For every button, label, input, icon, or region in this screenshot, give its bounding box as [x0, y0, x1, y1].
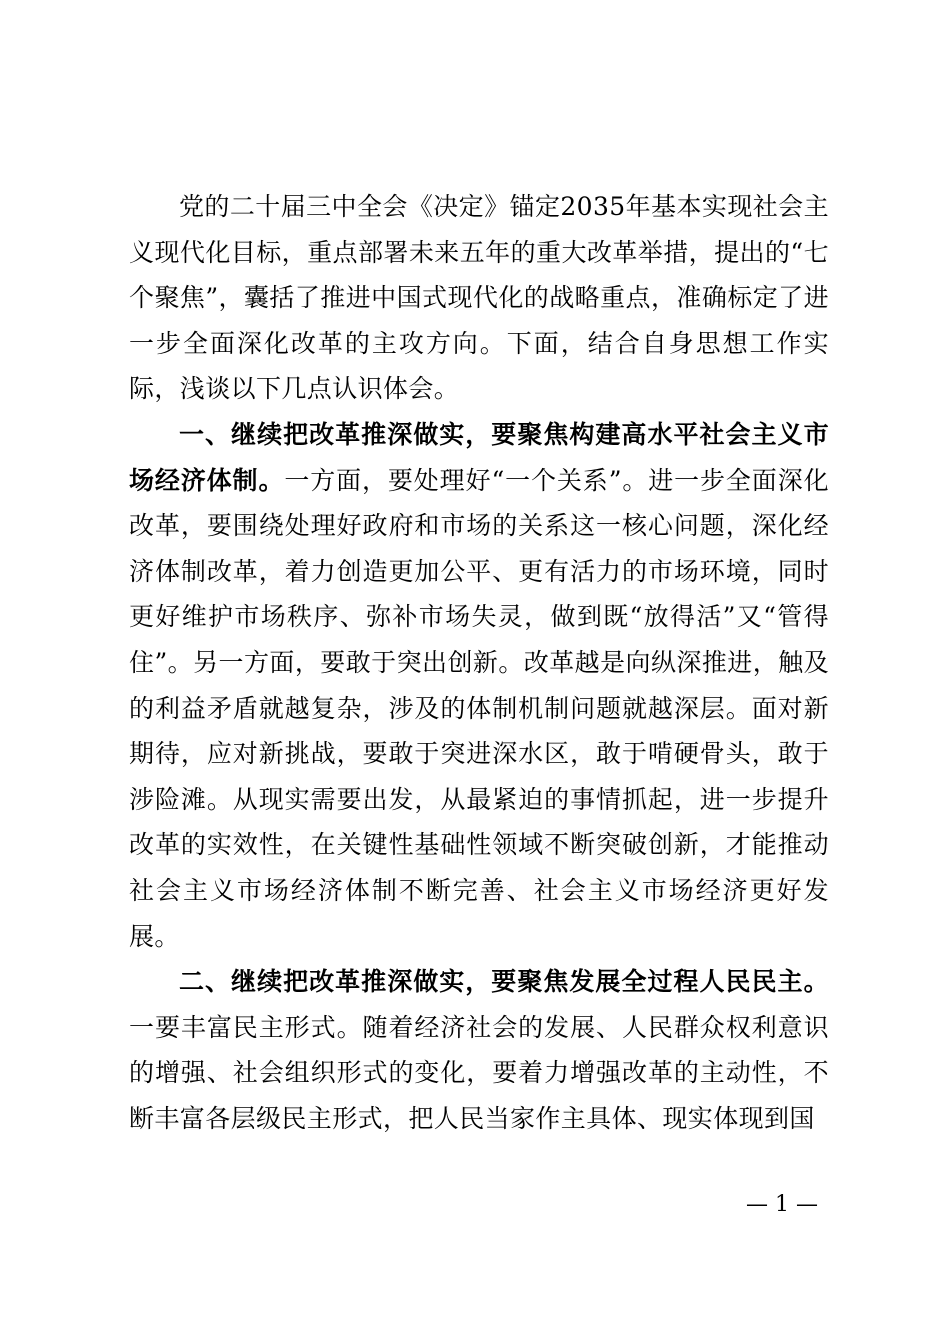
section-1-text: 一方面，要处理好“一个关系”。进一步全面深化改革，要围绕处理好政府和市场的关系这一核心问题，深化经济体制改革，着力创造更加公平、更有活力的市场环境，同时更好维护市场秩序、弥补市场失灵，做到既“放得活”又“管得住”。另一方面，要敢于突出创新。改革越是向纵深推进，触及的利益矛盾就越复杂，涉及的体制机制问题就越深层。面对新期待，应对新挑战，要敢于突进深水区，敢于啃硬骨头，敢于涉险滩。从现实需要出发，从最紧迫的事情抓起，进一步提升改革的实效性，在关键性基础性领域不断突破创新，才能推动社会主义市场经济体制不断完善、社会主义市场经济更好发展。 — [129, 465, 829, 951]
paragraph-text: 党的二十届三中全会《决定》锚定2035年基本实现社会主义现代化目标，重点部署未来五年的重大改革举措，提出的“七个聚焦”，囊括了推进中国式现代化的战略重点，准确标定了进一步全面深化改革的主攻方向。下面，结合自身思想工作实际，浅谈以下几点认识体会。 — [129, 192, 829, 404]
section-2-text: 一要丰富民主形式。随着经济社会的发展、人民群众权利意识的增强、社会组织形式的变化，要着力增强改革的主动性，不断丰富各层级民主形式，把人民当家作主具体、现实体现到国 — [129, 1012, 829, 1133]
paragraph-section-1 — [129, 412, 829, 959]
paragraph-intro — [129, 184, 829, 412]
document-body — [129, 184, 829, 1141]
section-2-heading: 二、继续把改革推深做实，要聚焦发展全过程人民民主。 — [179, 967, 829, 997]
page-number: — 1 — — [746, 1192, 818, 1217]
paragraph-section-2 — [129, 959, 829, 1141]
section-1-heading: 一、继续把改革推深做实，要聚焦构建高水平社会主义市场经济体制。 — [129, 419, 829, 495]
